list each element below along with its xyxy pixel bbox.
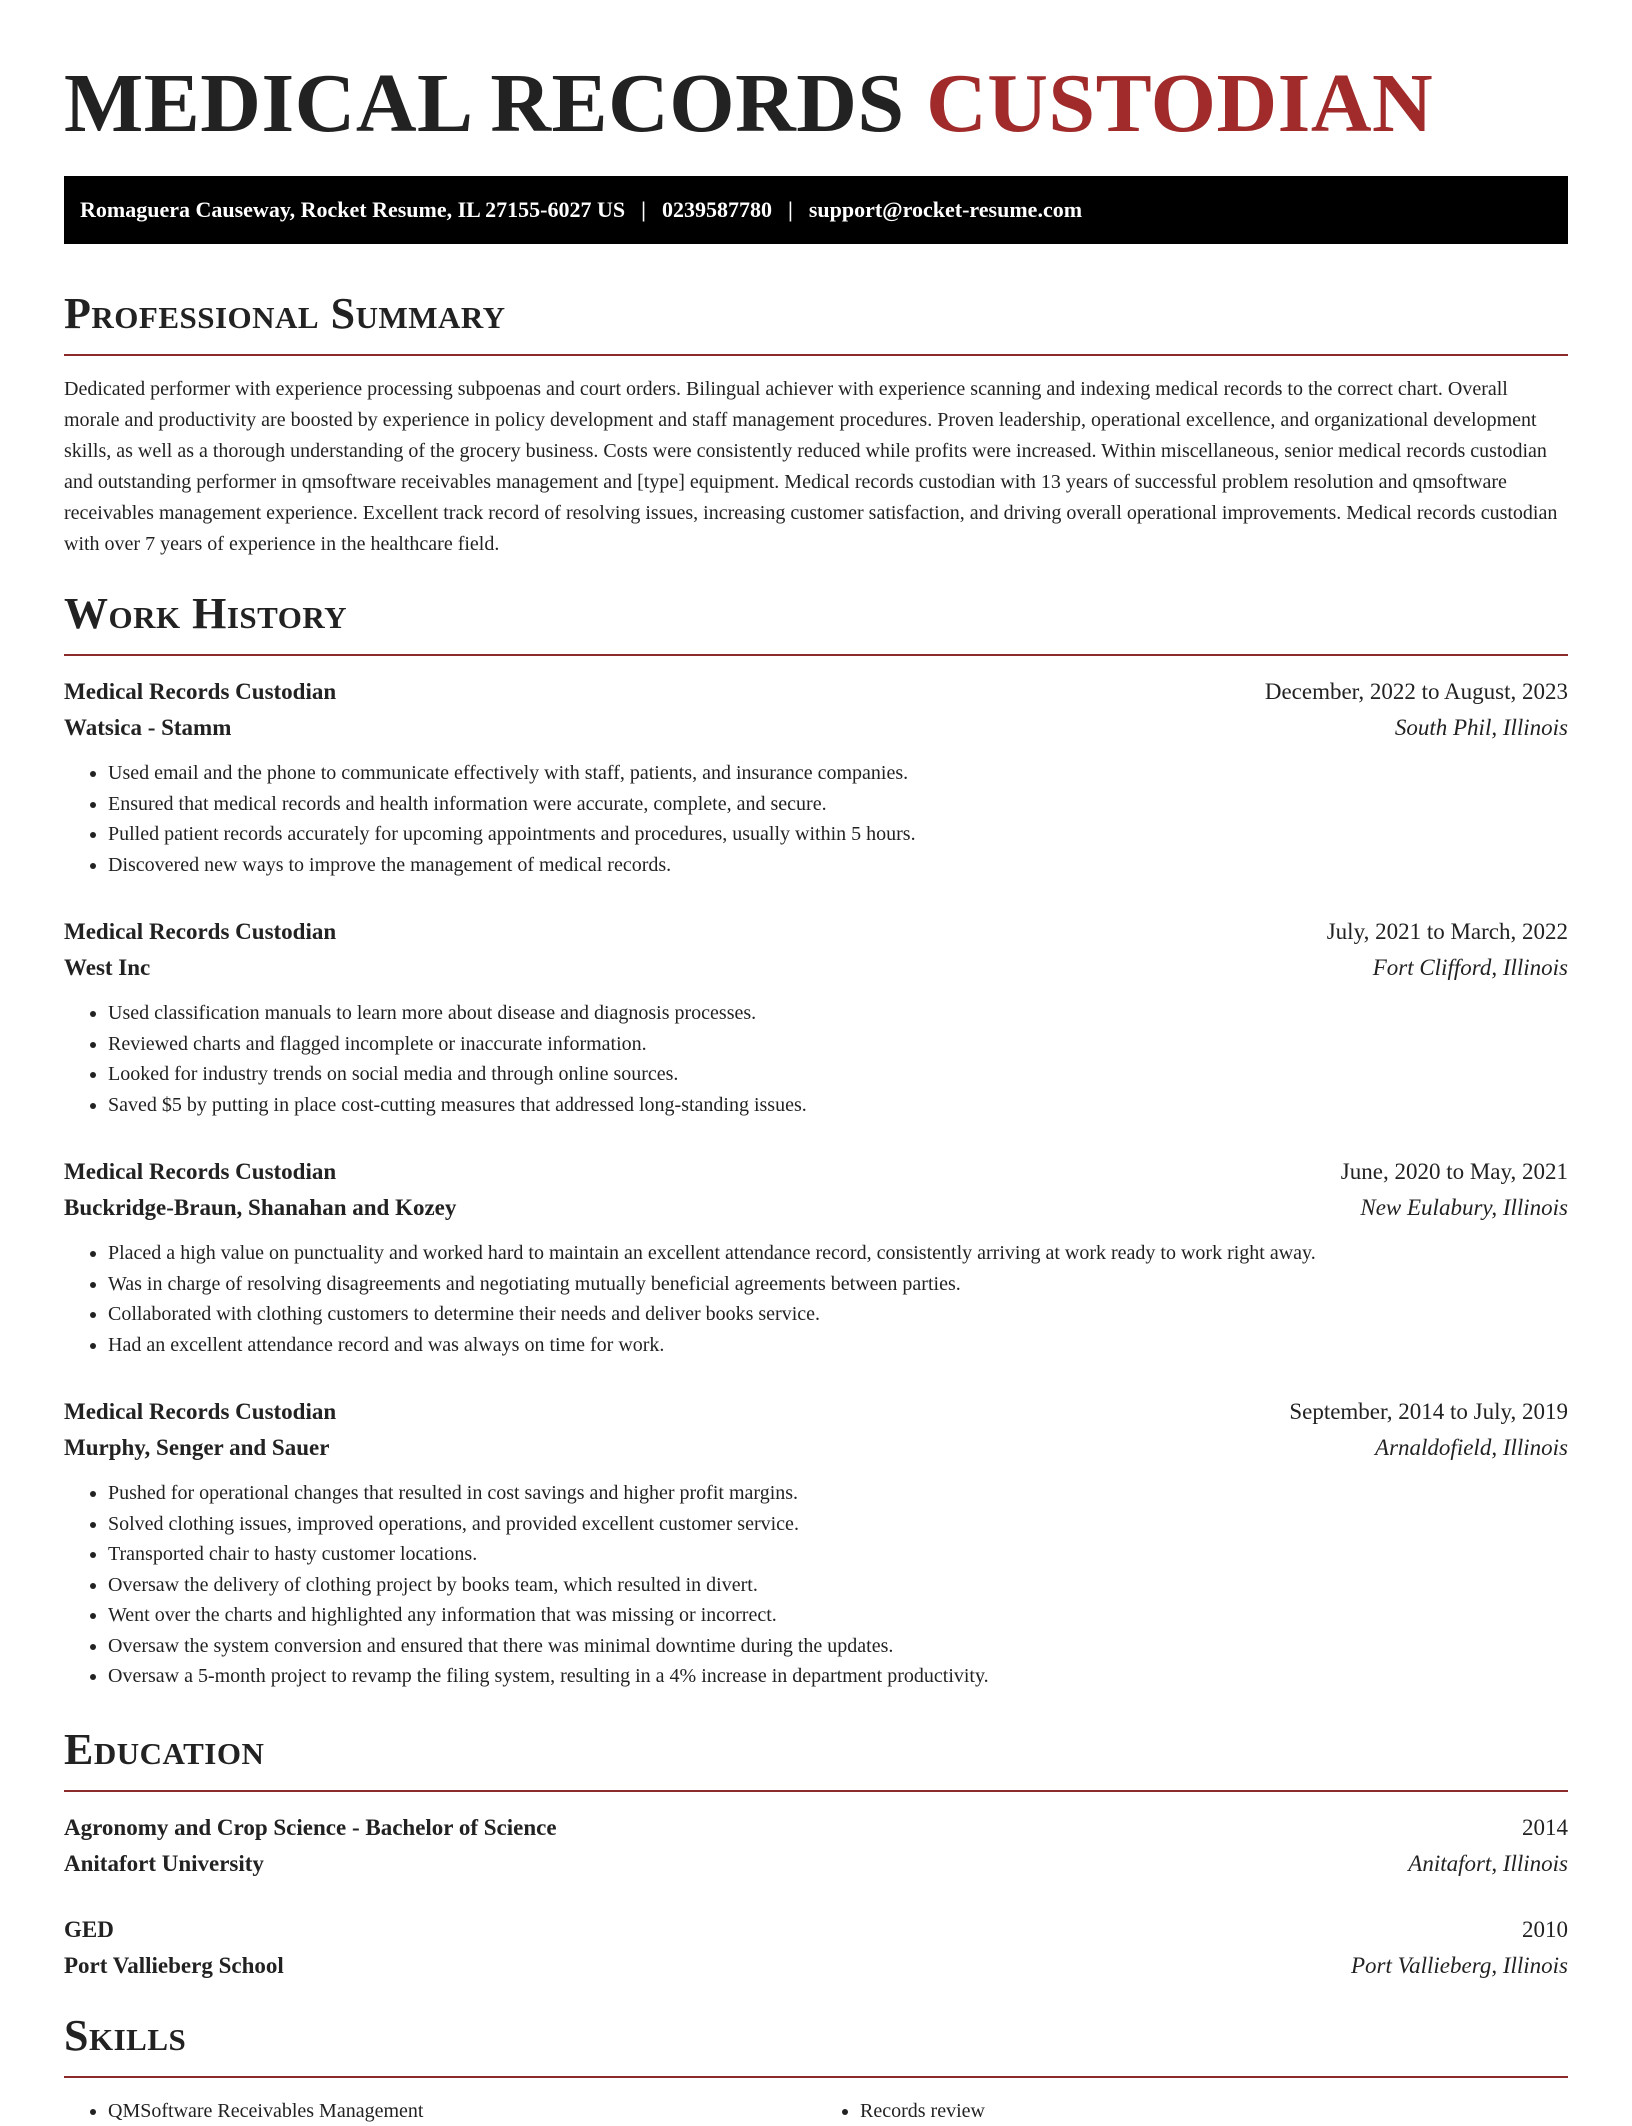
summary-section: [64, 288, 1568, 560]
job-bullet: • Used email and the phone to communicate effectively with staff, patients, and insurance companies.: [108, 758, 1568, 789]
job-company-row: [64, 1430, 1568, 1466]
job-title: Medical Records Custodian: [64, 1159, 337, 1184]
job-dates: June, 2020 to May, 2021: [1340, 1159, 1568, 1184]
section-title-summary: Professional Summary: [64, 289, 506, 338]
job-location: South Phil, Illinois: [1394, 715, 1568, 740]
job-bullet-list: [64, 1478, 1568, 1692]
education-school-row: [64, 1948, 1568, 1984]
contact-separator: |: [641, 197, 646, 222]
job-bullet-list: [64, 758, 1568, 880]
education-section: [64, 1724, 1568, 1984]
education-location: Anitafort, Illinois: [1408, 1850, 1568, 1876]
name-last: CUSTODIAN: [926, 57, 1434, 150]
section-divider: [64, 2076, 1568, 2078]
job-company: West Inc: [64, 955, 151, 980]
education-school-row: [64, 1846, 1568, 1882]
name-first: MEDICAL RECORDS: [64, 57, 905, 150]
job-bullet: • Reviewed charts and flagged incomplete or inaccurate information.: [108, 1029, 1568, 1060]
skills-section: [64, 2010, 1568, 2126]
job-bullet: • Ensured that medical records and health information were accurate, complete, and secure.: [108, 789, 1568, 820]
job-list: [64, 674, 1568, 1692]
education-school: Port Vallieberg School: [64, 1952, 284, 1978]
education-entry: [64, 1912, 1568, 1984]
job-dates: September, 2014 to July, 2019: [1289, 1399, 1568, 1424]
job-bullet: • Saved $5 by putting in place cost-cutting measures that addressed long-standing issues.: [108, 1090, 1568, 1121]
contact-separator: |: [787, 197, 793, 222]
education-location: Port Vallieberg, Illinois: [1351, 1952, 1568, 1978]
job-bullet: • Used classification manuals to learn more about disease and diagnosis processes.: [108, 998, 1568, 1029]
job-bullet: • Went over the charts and highlighted any information that was missing or incorrect.: [108, 1600, 1568, 1631]
job-entry: [64, 1154, 1568, 1360]
work-history-section: [64, 588, 1568, 1692]
skills-list-right: [816, 2096, 1568, 2126]
job-entry: [64, 674, 1568, 880]
job-company-row: [64, 950, 1568, 986]
education-entry: [64, 1810, 1568, 1882]
skill-item: • QMSoftware Receivables Management: [108, 2096, 816, 2126]
job-location: Fort Clifford, Illinois: [1372, 955, 1568, 980]
education-list: [64, 1810, 1568, 1984]
summary-text: Dedicated performer with experience processing subpoenas and court orders. Bilingual achiever with experience scanning and indexing medical records to the correct chart. Overall morale and productivity are boosted by experience in policy development and staff management procedures. Proven leadership, operational excellence, and organizational development skills, as well as a thorough understanding of the grocery business. Costs were consistently reduced while profits were increased. Within miscellaneous, senior medical records custodian and outstanding performer in qmsoftware receivables management and [type] equipment. Medical records custodian with 13 years of successful problem resolution and qmsoftware receivables management experience. Excellent track record of resolving issues, increasing customer satisfaction, and driving overall operational improvements. Medical records custodian with over 7 years of experience in the healthcare field.: [64, 378, 1558, 555]
job-bullet: • Discovered new ways to improve the management of medical records.: [108, 850, 1568, 881]
job-location: Arnaldofield, Illinois: [1375, 1435, 1568, 1460]
job-dates: July, 2021 to March, 2022: [1326, 919, 1568, 944]
job-bullet: • Was in charge of resolving disagreements and negotiating mutually beneficial agreements between parties.: [108, 1269, 1568, 1300]
skills-list-left: [64, 2096, 816, 2126]
skill-item: • Records review: [860, 2096, 1568, 2126]
education-header-row: [64, 1810, 1568, 1846]
education-degree: GED: [64, 1916, 114, 1942]
education-header-row: [64, 1912, 1568, 1948]
section-divider: [64, 1790, 1568, 1792]
job-header-row: [64, 914, 1568, 950]
job-bullet-list: [64, 998, 1568, 1120]
contact-email: support@rocket-resume.com: [808, 197, 1083, 222]
job-header-row: [64, 1154, 1568, 1190]
education-year: 2014: [1522, 1814, 1568, 1840]
skills-columns: [64, 2096, 1568, 2126]
job-company: Buckridge-Braun, Shanahan and Kozey: [64, 1195, 457, 1220]
job-bullet: • Oversaw a 5-month project to revamp the filing system, resulting in a 4% increase in department productivity.: [108, 1661, 1568, 1692]
job-location: New Eulabury, Illinois: [1360, 1195, 1568, 1220]
job-title: Medical Records Custodian: [64, 919, 337, 944]
job-bullet: • Looked for industry trends on social media and through online sources.: [108, 1059, 1568, 1090]
section-title-work-history: Work History: [64, 589, 348, 638]
contact-phone: 0239587780: [661, 197, 772, 222]
job-bullet: • Oversaw the delivery of clothing project by books team, which resulted in divert.: [108, 1570, 1568, 1601]
job-entry: [64, 914, 1568, 1120]
job-company: Watsica - Stamm: [64, 715, 232, 740]
section-divider: [64, 354, 1568, 356]
education-degree: Agronomy and Crop Science - Bachelor of Science: [64, 1814, 557, 1840]
job-title: Medical Records Custodian: [64, 1399, 337, 1424]
section-divider: [64, 654, 1568, 656]
job-dates: December, 2022 to August, 2023: [1264, 679, 1568, 704]
job-bullet: • Solved clothing issues, improved operations, and provided excellent customer service.: [108, 1509, 1568, 1540]
section-title-skills: Skills: [64, 2010, 187, 2060]
job-bullet-list: [64, 1238, 1568, 1360]
section-title-education: Education: [64, 1724, 265, 1774]
job-bullet: • Placed a high value on punctuality and worked hard to maintain an excellent attendance record, consistently arriving at work ready to work right away.: [108, 1238, 1568, 1269]
job-company: Murphy, Senger and Sauer: [64, 1435, 330, 1460]
contact-bar: [64, 176, 1568, 244]
job-bullet: • Oversaw the system conversion and ensured that there was minimal downtime during the updates.: [108, 1631, 1568, 1662]
job-company-row: [64, 1190, 1568, 1226]
job-entry: [64, 1394, 1568, 1692]
job-bullet: • Pulled patient records accurately for upcoming appointments and procedures, usually within 5 hours.: [108, 819, 1568, 850]
resume-name: [64, 56, 1568, 152]
job-bullet: • Transported chair to hasty customer locations.: [108, 1539, 1568, 1570]
job-bullet: • Collaborated with clothing customers to determine their needs and deliver books service.: [108, 1299, 1568, 1330]
job-bullet: • Pushed for operational changes that resulted in cost savings and higher profit margins.: [108, 1478, 1568, 1509]
job-header-row: [64, 674, 1568, 710]
contact-address: Romaguera Causeway, Rocket Resume, IL 27155-6027 US: [80, 197, 626, 222]
job-company-row: [64, 710, 1568, 746]
education-year: 2010: [1522, 1916, 1568, 1942]
job-bullet: • Had an excellent attendance record and was always on time for work.: [108, 1330, 1568, 1361]
job-title: Medical Records Custodian: [64, 679, 337, 704]
education-school: Anitafort University: [64, 1850, 264, 1876]
job-header-row: [64, 1394, 1568, 1430]
